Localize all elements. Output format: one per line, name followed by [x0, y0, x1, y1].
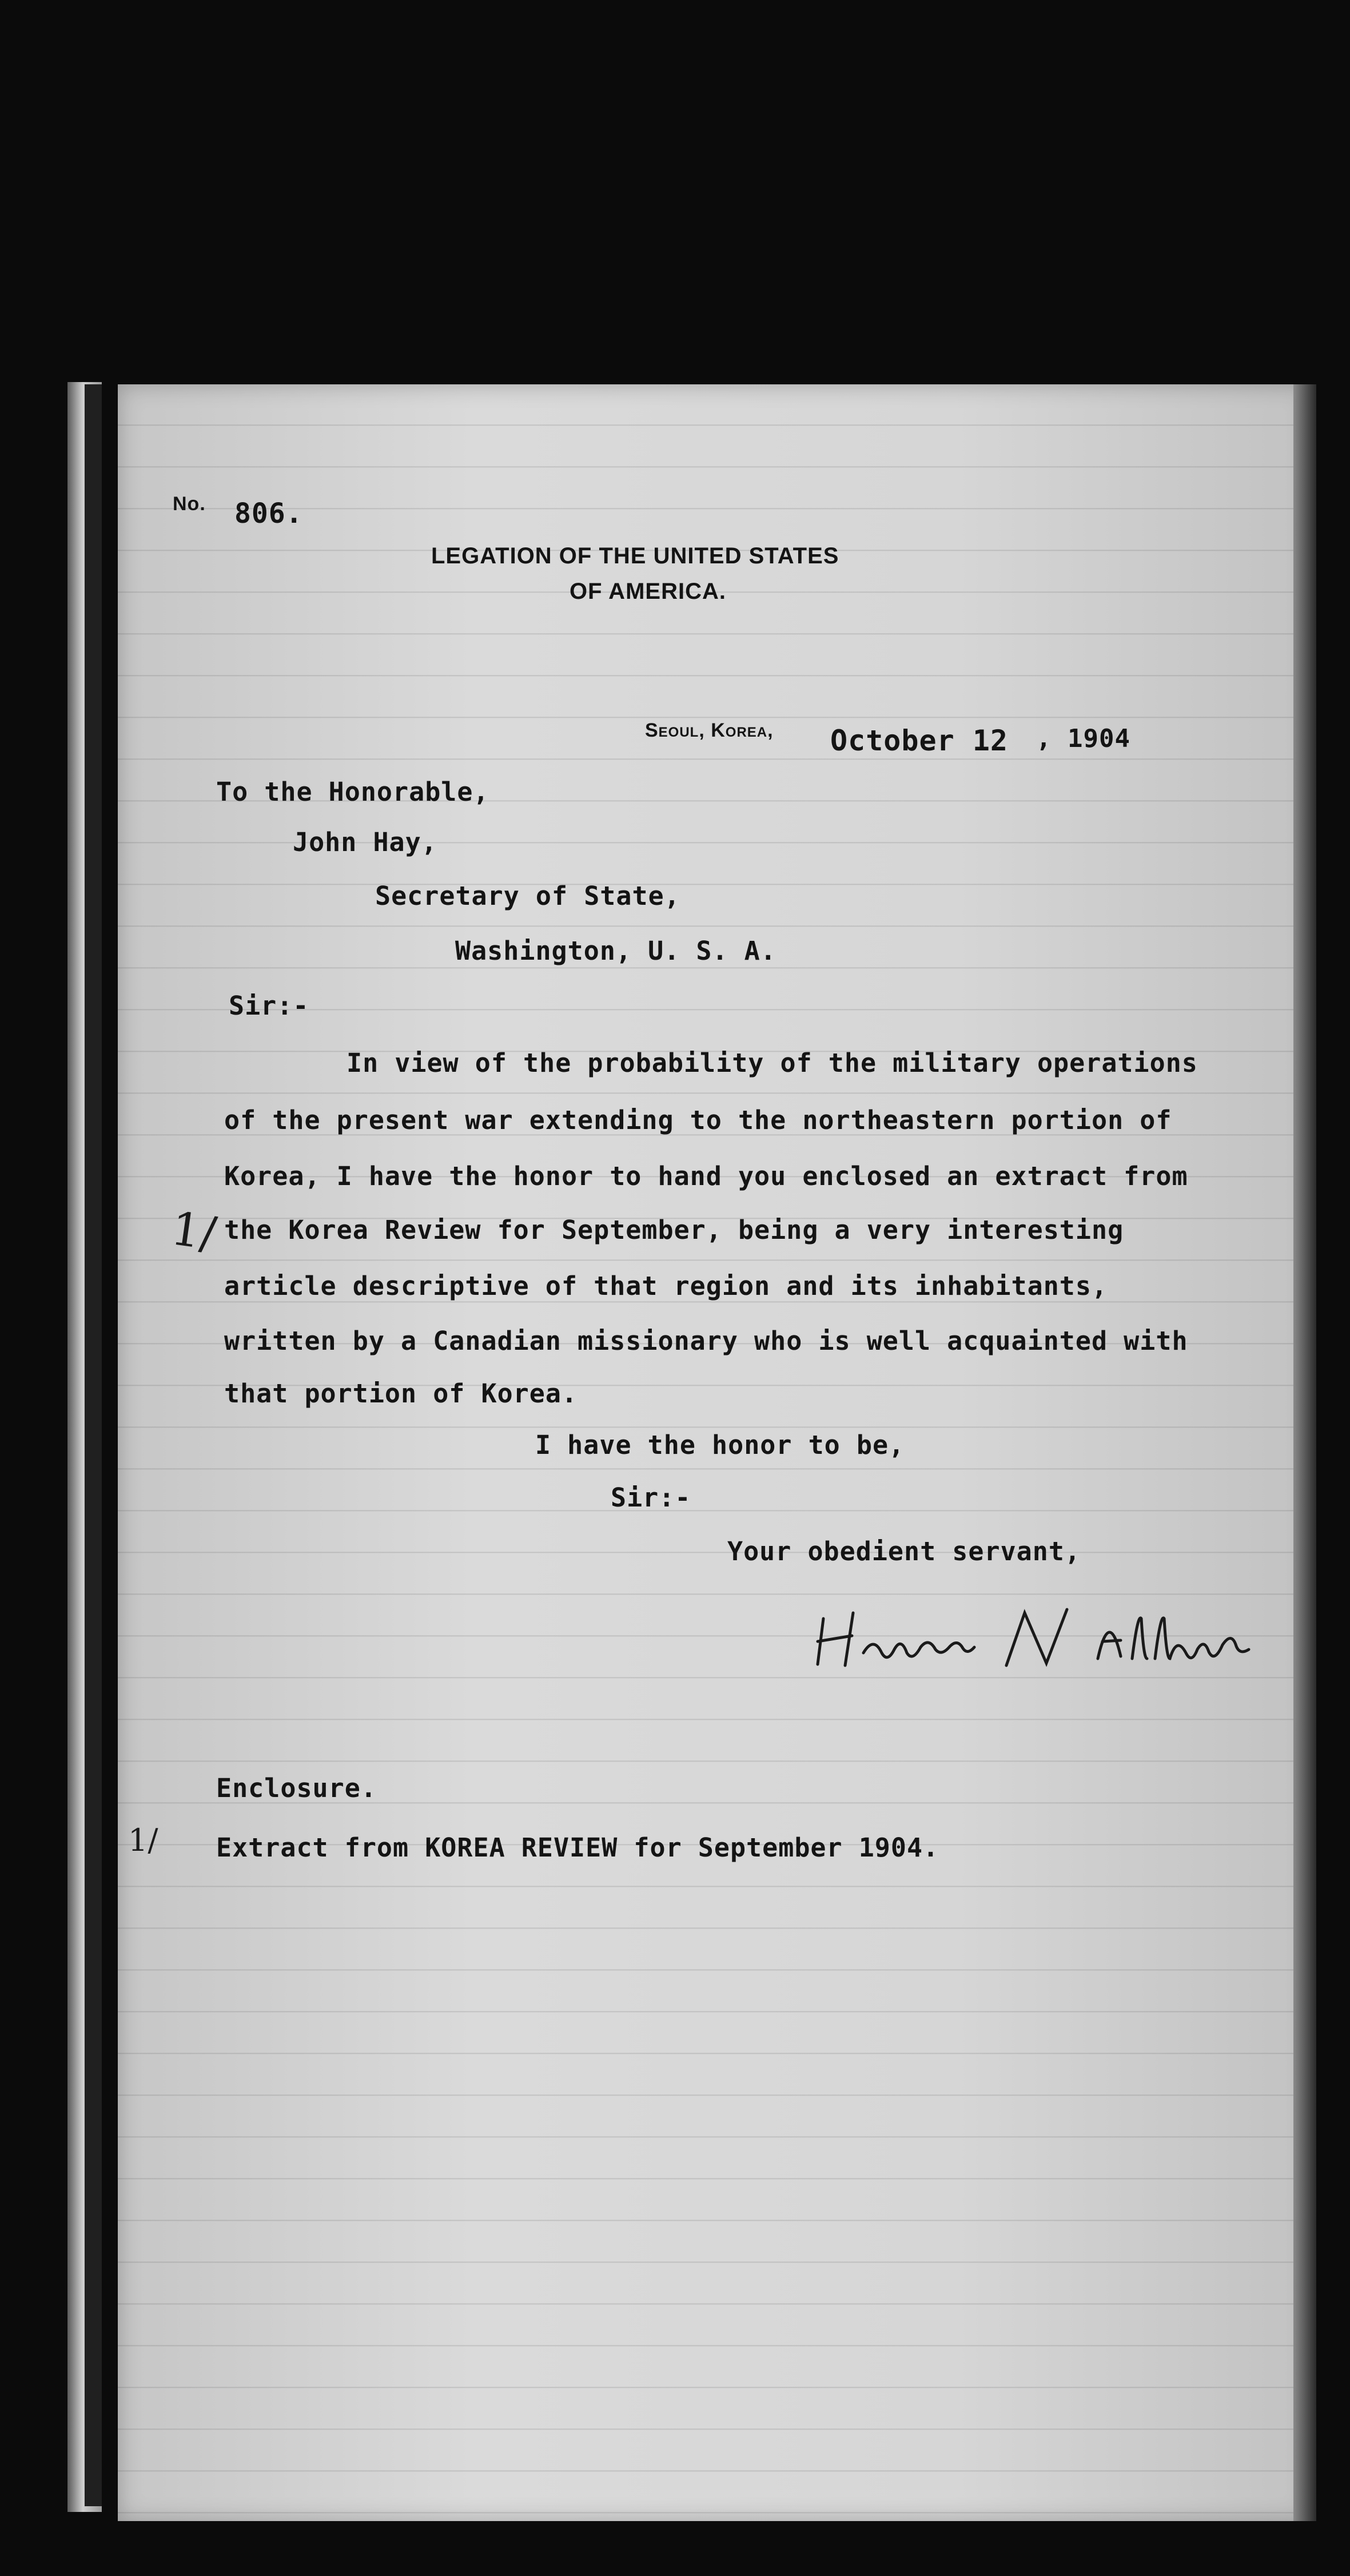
dateline-place: Seoul, Korea, — [645, 719, 774, 741]
film-edge-shadow — [85, 384, 102, 2506]
number-label: No. — [173, 493, 206, 515]
letterhead-line-2: OF AMERICA. — [570, 579, 726, 604]
body-line-5: article descriptive of that region and its inhabitants, — [224, 1271, 1108, 1301]
dateline-month-day: October 12 — [830, 724, 1009, 757]
address-name: John Hay, — [293, 827, 437, 857]
enclosure-marker: 1/ — [128, 1822, 158, 1858]
margin-enclosure-mark: 1/ — [168, 1202, 220, 1261]
body-line-6: written by a Canadian missionary who is well acquainted with — [224, 1326, 1188, 1356]
letterhead-line-1: LEGATION OF THE UNITED STATES — [431, 543, 839, 569]
closing-line-2: Sir:- — [611, 1482, 691, 1513]
enclosure-label: Enclosure. — [216, 1773, 377, 1803]
address-city: Washington, U. S. A. — [455, 936, 776, 966]
body-line-4: the Korea Review for September, being a very interesting — [224, 1215, 1124, 1245]
address-title: Secretary of State, — [375, 881, 680, 911]
handwritten-signature — [812, 1601, 1292, 1676]
closing-line-1: I have the honor to be, — [535, 1430, 905, 1460]
enclosure-item: Extract from KOREA REVIEW for September 1904. — [216, 1832, 939, 1863]
dispatch-number: 806. — [234, 498, 303, 530]
closing-line-3: Your obedient servant, — [727, 1536, 1081, 1567]
body-line-1: In view of the probability of the military operations — [347, 1048, 1198, 1078]
page-right-edge — [1293, 384, 1316, 2521]
body-line-7: that portion of Korea. — [224, 1378, 578, 1409]
body-line-2: of the present war extending to the northeastern portion of — [224, 1105, 1172, 1135]
dateline-year: , 1904 — [1036, 724, 1130, 753]
body-line-3: Korea, I have the honor to hand you enclosed an extract from — [224, 1161, 1188, 1191]
salutation: Sir:- — [229, 991, 309, 1021]
address-to: To the Honorable, — [216, 777, 489, 807]
